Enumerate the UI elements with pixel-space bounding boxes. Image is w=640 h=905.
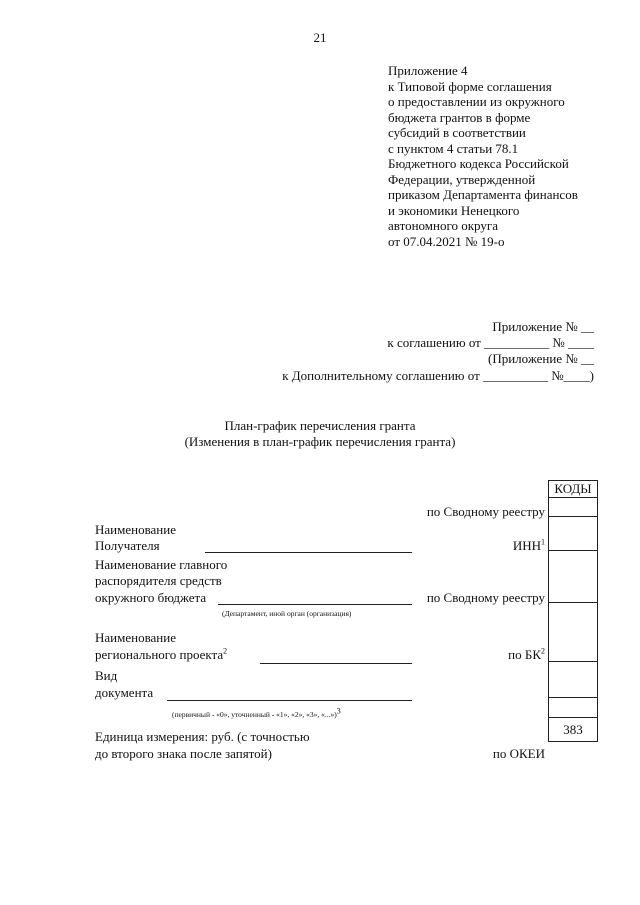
doc-hint: (первичный - «0», уточненный - «1», «2», «3», «...»)3 [172,706,341,719]
appendix-line: и экономики Ненецкого [388,202,520,218]
annex-line-3: (Приложение № __ [487,351,594,366]
annex-line-4: к Дополнительному соглашению от __________ №____) [282,368,594,383]
bk-label: по $БК^2$ [508,646,545,662]
appendix-reference [388,63,578,249]
code-doc-type[interactable] [549,662,598,698]
codes-header: КОДЫ [549,481,598,498]
code-svod-reestr-2[interactable] [549,551,598,603]
recipient-label-1: Наименование [95,522,176,537]
appendix-line: субсидий в соответствии [388,125,526,140]
appendix-line: Приложение 4 [388,63,468,78]
gr-hint: (Департамент, иной орган (организация) [222,609,352,618]
appendix-line: от 07.04.2021 № 19-о [388,233,505,249]
appendix-line: Федерации, утвержденной [388,171,536,187]
annex-line-1: Приложение № __ [492,319,594,334]
project-field[interactable] [260,663,412,664]
gr-label-3: окружного бюджета [95,590,207,605]
appendix-line: Бюджетного кодекса Российской [388,156,569,171]
project-label-1: Наименование [95,630,176,645]
inn-label: ИНН$^1$ [512,537,545,553]
codes-table [548,480,598,742]
okei-label: по ОКЕИ [492,746,545,761]
page-number: 21 [313,30,327,45]
doc-label-2: документа [95,685,154,700]
annex-line-2: к соглашению от __________ № ____ [387,335,594,350]
code-svod-reestr-1[interactable] [549,498,598,517]
appendix-line: к Типовой форме соглашения [388,78,552,94]
gr-label-2: распорядителя средств [95,573,222,588]
recipient-label-2: Получателя [95,538,160,553]
code-bk[interactable] [549,603,598,662]
appendix-line: автономного округа [388,218,498,233]
gr-label-1: Наименование главного [95,557,228,572]
code-empty [549,698,598,718]
document-subtitle: (Изменения в план-график перечисления гранта) [184,434,456,449]
appendix-line: бюджета грантов в форме [388,109,531,125]
appendix-line: о предоставлении из окружного [388,94,565,109]
svod-reestr-label-2: по Сводному реестру [426,590,545,605]
recipient-field[interactable] [205,552,412,553]
unit-label-2: до второго знака после запятой) [95,746,272,761]
project-label-2: регионального проекта$^2$ [95,646,228,662]
code-inn[interactable] [549,517,598,551]
appendix-line: с пунктом 4 статьи 78.1 [388,140,519,156]
code-okei: 383 [549,718,598,742]
appendix-line: приказом Департамента финансов [388,187,578,202]
unit-label-1: Единица измерения: руб. (с точностью [95,729,310,744]
gr-field[interactable] [218,604,412,605]
doc-label-1: Вид [95,668,118,683]
document-title: План-график перечисления гранта [224,418,416,433]
doc-type-field[interactable] [167,700,412,701]
svod-reestr-label-1: по Сводному реестру [426,504,545,519]
